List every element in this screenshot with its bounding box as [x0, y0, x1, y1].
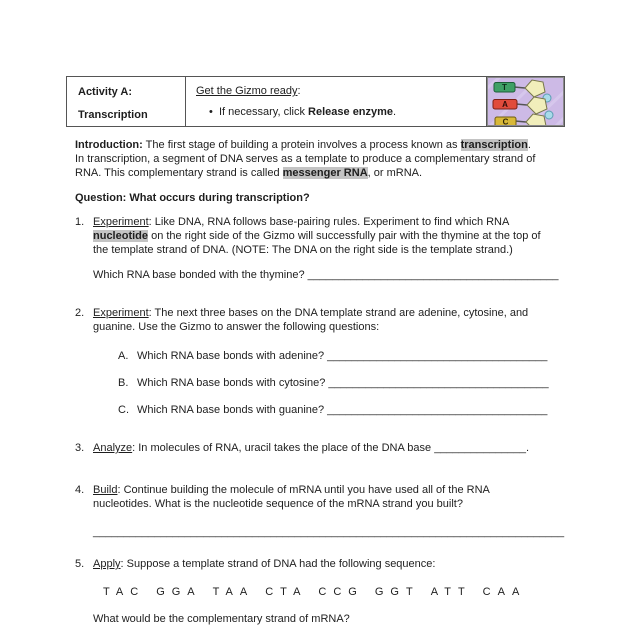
nucleotide-graphic	[487, 77, 564, 126]
question-1-sub: Which RNA base bonded with the thymine? _________________________________________	[93, 269, 559, 281]
answer-blank: _______________	[434, 442, 526, 454]
activity-cell	[67, 77, 186, 126]
question-1-number: 1.	[75, 216, 85, 228]
question-2: 2. Experiment: The next three bases on the DNA template strand are adenine, cytosine, and guanine. Use the Gizmo to answer the following questions:	[75, 307, 529, 333]
question-4: 4. Build: Continue building the molecule of mRNA until you have used all of the RNA nucleotides. What is the nucleotide sequence of the mRNA strand you built?	[75, 484, 490, 510]
question-2b: B. Which RNA base bonds with cytosine? ____________________________________	[118, 377, 549, 389]
bullet-icon: •	[209, 106, 213, 118]
analyze-label: Analyze	[93, 442, 133, 454]
answer-blank: _________________________________________	[307, 269, 559, 281]
messenger-rna-term: messenger RNA	[282, 167, 368, 179]
dna-nucleotides-illustration	[487, 77, 564, 126]
question-2-number: 2.	[75, 307, 85, 319]
question-4-answer-blank: _____________________________________________________________________________	[93, 526, 565, 538]
question-2c: C. Which RNA base bonds with guanine? ____________________________________	[118, 404, 548, 416]
release-enzyme-label: Release enzyme	[308, 106, 394, 118]
question-5-number: 5.	[75, 558, 85, 570]
bullet-text: If necessary, click	[219, 106, 309, 118]
transcription-term: transcription	[460, 139, 528, 151]
nucleotide-term: nucleotide	[93, 230, 149, 242]
experiment-label: Experiment	[93, 307, 149, 319]
answer-blank: ____________________________________	[327, 404, 548, 416]
activity-header-table	[66, 76, 565, 127]
svg-text:T: T	[502, 83, 507, 92]
question-5-followup: What would be the complementary strand of mRNA?	[93, 613, 350, 625]
introduction-label: Introduction:	[75, 139, 143, 151]
question-heading: Question: What occurs during transcription?	[75, 192, 310, 204]
svg-text:C: C	[502, 117, 509, 126]
activity-name: Transcription	[78, 109, 148, 121]
question-2a: A. Which RNA base bonds with adenine? ____________________________________	[118, 350, 548, 362]
introduction-paragraph: Introduction: The first stage of building a protein involves a process known as transcription. In transcription, a segment of DNA serves as a template to produce a complementary strand of RNA. This complementary strand is called messenger RNA, or mRNA.	[75, 139, 536, 179]
apply-label: Apply	[93, 558, 121, 570]
gizmo-ready-cell: Get the Gizmo ready: • If necessary, click Release enzyme.	[186, 77, 487, 126]
build-label: Build	[93, 484, 118, 496]
question-3-number: 3.	[75, 442, 85, 454]
question-3: 3. Analyze: In molecules of RNA, uracil takes the place of the DNA base _______________.	[75, 442, 530, 454]
answer-blank: ____________________________________	[328, 377, 549, 389]
question-4-number: 4.	[75, 484, 85, 496]
dna-sequence: TAC GGA TAA CTA CCG GGT ATT CAA	[103, 586, 527, 598]
question-1: 1. Experiment: Like DNA, RNA follows base-pairing rules. Experiment to find which RNA nucleotide on the right side of the Gizmo will successfully pair with the thymine at the top of the template strand of DNA. (NOTE: The DNA on the right side is the template strand.)	[75, 216, 541, 256]
gizmo-ready-heading: Get the Gizmo ready	[196, 85, 298, 97]
experiment-label: Experiment	[93, 216, 149, 228]
question-5: 5. Apply: Suppose a template strand of DNA had the following sequence:	[75, 558, 436, 570]
activity-label: Activity A:	[78, 86, 132, 98]
svg-text:A: A	[502, 100, 508, 109]
gizmo-ready-colon: :	[297, 85, 301, 97]
answer-blank: ____________________________________	[327, 350, 548, 362]
